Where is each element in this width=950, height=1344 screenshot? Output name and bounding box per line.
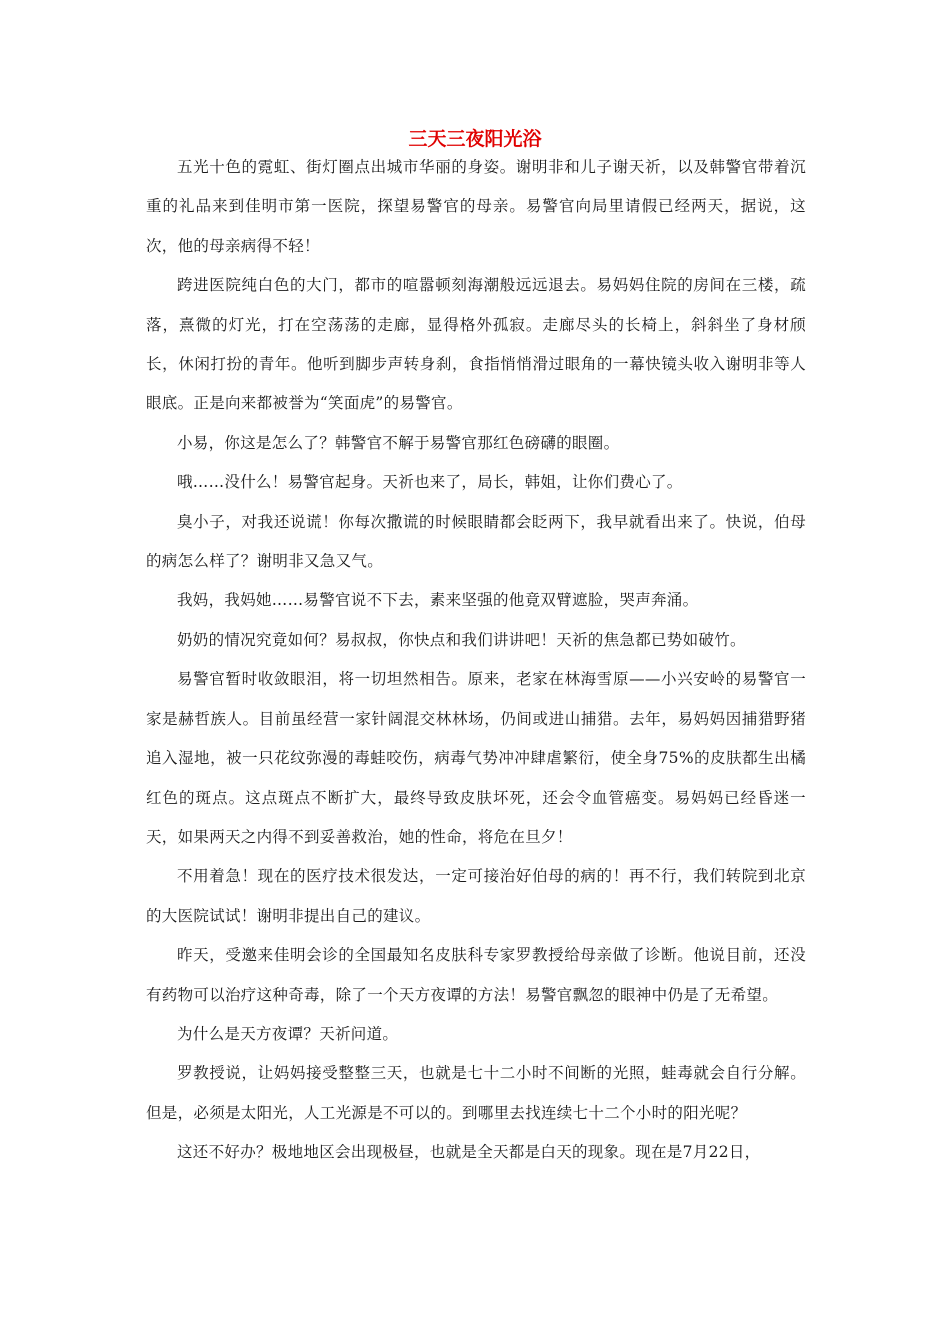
- paragraph-11: 为什么是天方夜谭？天祈问道。: [177, 1024, 399, 1043]
- paragraph-7: 奶奶的情况究竟如何？易叔叔，你快点和我们讲讲吧！天祈的焦急都已势如破竹。: [177, 630, 746, 649]
- paragraph-12: 罗教授说，让妈妈接受整整三天，也就是七十二小时不间断的光照，蛙毒就会自行分解。但是，必须是太阳光，人工光源是不可以的。到哪里去找连续七十二个小时的阳光呢？: [146, 1064, 806, 1122]
- page-title: 三天三夜阳光浴: [408, 128, 542, 150]
- paragraph-5: 臭小子，对我还说谎！你每次撒谎的时候眼睛都会眨两下，我早就看出来了。快说，伯母的病怎么样了？谢明非又急又气。: [146, 512, 806, 571]
- paragraph-1: 五光十色的霓虹、街灯圈点出城市华丽的身姿。谢明非和儿子谢天祈，以及韩警官带着沉重的礼品来到佳明市第一医院，探望易警官的母亲。易警官向局里请假已经两天，据说，这次，他的母亲病得不轻！: [146, 158, 806, 255]
- paragraph-13: 这还不好办？极地地区会出现极昼，也就是全天都是白天的现象。现在是7月22日，: [177, 1143, 761, 1162]
- paragraph-6: 我妈，我妈她……易警官说不下去，素来坚强的他竟双臂遮脸，哭声奔涌。: [177, 591, 699, 610]
- article-body: [146, 148, 806, 1173]
- paragraph-4: 哦……没什么！易警官起身。天祈也来了，局长，韩姐，让你们费心了。: [177, 473, 683, 492]
- paragraph-2: 跨进医院纯白色的大门，都市的喧嚣顿刻海潮般远远退去。易妈妈住院的房间在三楼，疏落，熹微的灯光，打在空荡荡的走廊，显得格外孤寂。走廊尽头的长椅上，斜斜坐了身材颀长，休闲打扮的青年。他听到脚步声转身刹，食指悄悄滑过眼角的一幕快镜头收入谢明非等人眼底。正是向来都被誉为“笑面虎”的易警官。: [146, 276, 806, 413]
- paragraph-10: 昨天，受邀来佳明会诊的全国最知名皮肤科专家罗教授给母亲做了诊断。他说目前，还没有药物可以治疗这种奇毒，除了一个天方夜谭的方法！易警官飘忽的眼神中仍是了无希望。: [146, 946, 806, 1004]
- paragraph-9: 不用着急！现在的医疗技术很发达，一定可接治好伯母的病的！再不行，我们转院到北京的大医院试试！谢明非提出自己的建议。: [146, 867, 806, 925]
- paragraph-8: 易警官暂时收敛眼泪，将一切坦然相告。原来，老家在林海雪原——小兴安岭的易警官一家是赫哲族人。目前虽经营一家针阔混交林林场，仍间或进山捕猎。去年，易妈妈因捕猎野猪追入湿地，被一只花纹弥漫的毒蛙咬伤，病毒气势冲冲肆虐繁衍，使全身75%的皮肤都生出橘红色的斑点。这点斑点不断扩大，最终导致皮肤坏死，还会令血管癌变。易妈妈已经昏迷一天，如果两天之内得不到妥善救治，她的性命，将危在旦夕！: [146, 670, 806, 846]
- paragraph-3: 小易，你这是怎么了？韩警官不解于易警官那红色磅礴的眼圈。: [177, 433, 620, 452]
